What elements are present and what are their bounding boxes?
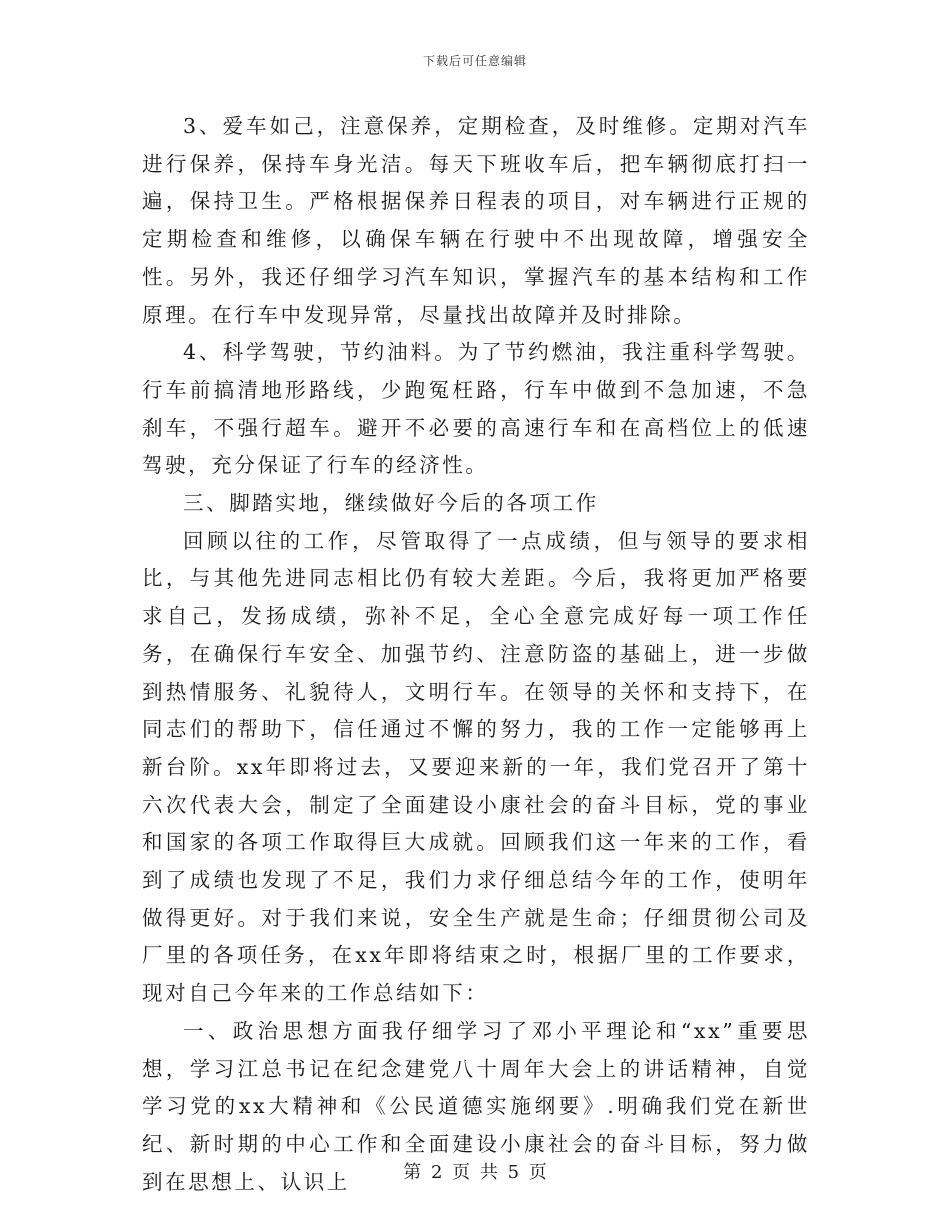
paragraph-scientific-driving: 4、科学驾驶，节约油料。为了节约燃油，我注重科学驾驶。行车前搞清地形路线，少跑冤枉路，行车中做到不急加速，不急刹车，不强行超车。避开不必要的高速行车和在高档位上的低速驾驶，充分保证了行车的经济性。	[142, 340, 810, 478]
section-heading-future-work: 三、脚踏实地，继续做好今后的各项工作	[183, 491, 599, 516]
paragraph-political-thought: 一、政治思想方面我仔细学习了邓小平理论和“xx”重要思想，学习江总书记在纪念建党八十周年大会上的讲话精神，自觉学习党的xx大精神和《公民道德实施纲要》.明确我们党在新世纪、新时期的中心工作和全面建设小康社会的奋斗目标，努力做到在思想上、认识上	[142, 1018, 810, 1194]
paragraph-vehicle-maintenance: 3、爱车如己，注意保养，定期检查，及时维修。定期对汽车进行保养，保持车身光洁。每天下班收车后，把车辆彻底打扫一遍，保持卫生。严格根据保养日程表的项目，对车辆进行正规的定期检查和维修，以确保车辆在行驶中不出现故障，增强安全性。另外，我还仔细学习汽车知识，掌握汽车的基本结构和工作原理。在行车中发现异常，尽量找出故障并及时排除。	[142, 114, 810, 327]
page-number: 第 2 页 共 5 页	[403, 1162, 547, 1183]
document-body	[142, 108, 810, 1201]
page-header: 下载后可任意编辑	[422, 54, 527, 68]
paragraph-review: 回顾以往的工作，尽管取得了一点成绩，但与领导的要求相比，与其他先进同志相比仍有较大差距。今后，我将更加严格要求自己，发扬成绩，弥补不足，全心全意完成好每一项工作任务，在确保行车安全、加强节约、注意防盗的基础上，进一步做到热情服务、礼貌待人，文明行车。在领导的关怀和支持下，在同志们的帮助下，信任通过不懈的努力，我的工作一定能够再上新台阶。xx年即将过去，又要迎来新的一年，我们党召开了第十六次代表大会，制定了全面建设小康社会的奋斗目标，党的事业和国家的各项工作取得巨大成就。回顾我们这一年来的工作，看到了成绩也发现了不足，我们力求仔细总结今年的工作，使明年做得更好。对于我们来说，安全生产就是生命；仔细贯彻公司及厂里的各项任务，在xx年即将结束之时，根据厂里的工作要求，现对自己今年来的工作总结如下：	[142, 528, 810, 1006]
